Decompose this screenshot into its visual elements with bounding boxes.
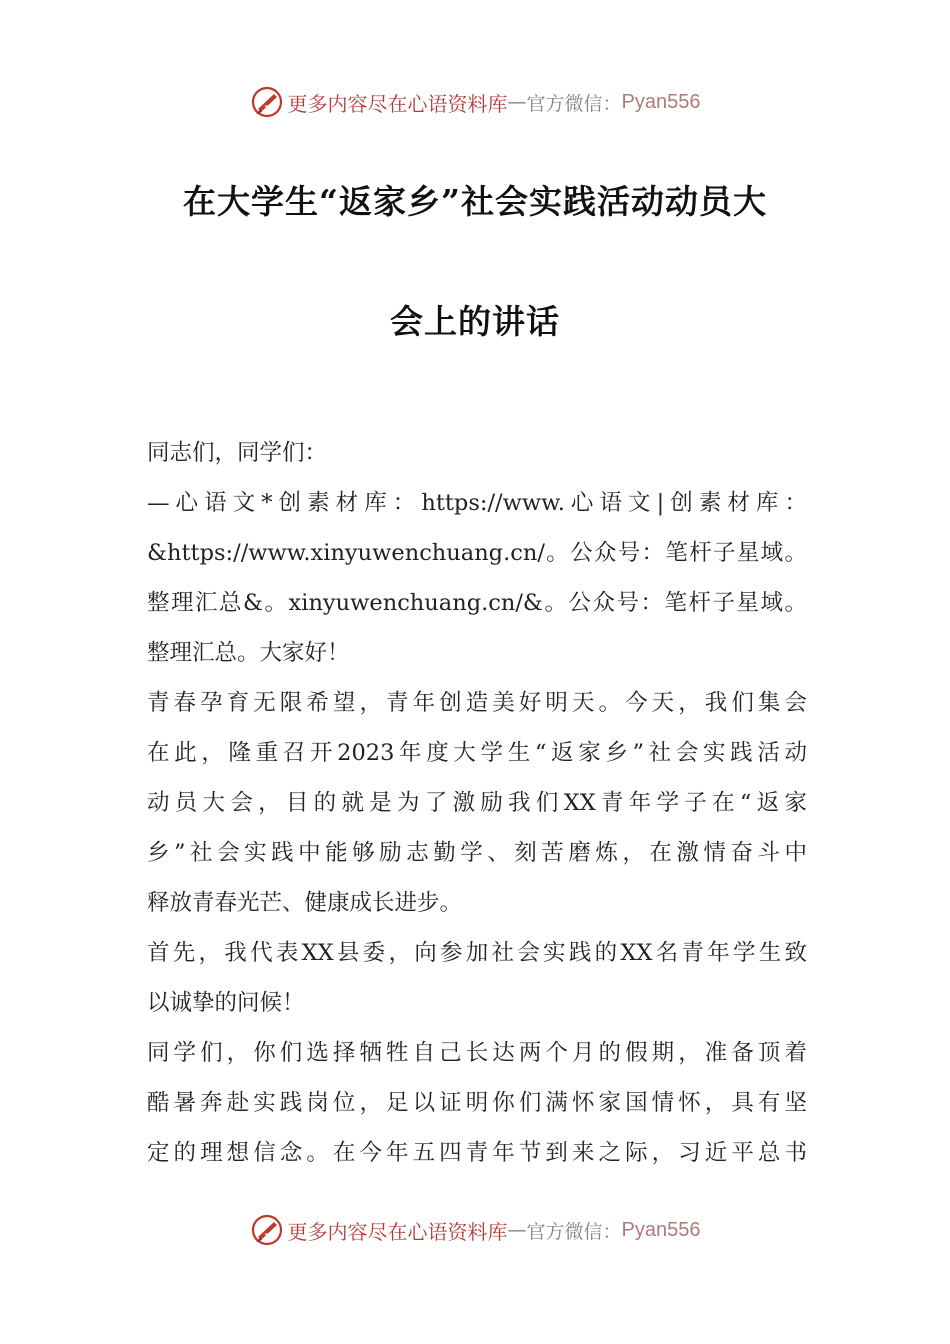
- body-line: 首先，我代表XX县委，向参加社会实践的XX名青年学生致: [147, 940, 807, 966]
- footer-watermark-banner: [0, 1210, 950, 1250]
- pen-logo-icon: [250, 85, 284, 119]
- banner-wechat-id: Pyan556: [621, 1218, 701, 1241]
- body-line: 青春孕育无限希望，青年创造美好明天。今天，我们集会: [147, 690, 807, 716]
- document-title-line-2: 会上的讲话: [390, 302, 560, 341]
- banner-wechat-id: Pyan556: [621, 90, 701, 113]
- body-line: 释放青春光芒、健康成长进步。: [147, 890, 463, 916]
- body-line: 酷暑奔赴实践岗位，足以证明你们满怀家国情怀，具有坚: [147, 1090, 807, 1116]
- header-watermark-banner: [0, 82, 950, 122]
- body-line: &https://www.xinyuwenchuang.cn/。公众号：笔杆子星域。: [147, 540, 807, 566]
- body-line: —心语文*创素材库：https://www.心语文|创素材库：: [147, 490, 807, 516]
- banner-red-text: 更多内容尽在心语资料库: [287, 91, 508, 116]
- banner-gray-text: 官方微信：: [526, 1220, 622, 1243]
- body-line: 整理汇总。大家好！: [147, 640, 350, 666]
- body-line: 定的理想信念。在今年五四青年节到来之际，习近平总书: [147, 1140, 807, 1166]
- pen-logo-icon: [250, 1213, 284, 1247]
- banner-red-text: 更多内容尽在心语资料库: [287, 1219, 508, 1244]
- banner-dash: —: [507, 91, 527, 113]
- banner-gray-text: 官方微信：: [526, 92, 622, 115]
- body-line: 动员大会，目的就是为了激励我们XX青年学子在“返家: [147, 790, 807, 816]
- body-line: 在此，隆重召开2023年度大学生“返家乡”社会实践活动: [147, 740, 807, 766]
- body-line: 以诚挚的问候！: [147, 990, 305, 1016]
- banner-dash: —: [507, 1219, 527, 1241]
- body-line: 同学们，你们选择牺牲自己长达两个月的假期，准备顶着: [147, 1040, 807, 1066]
- document-title-line-1: 在大学生“返家乡”社会实践活动动员大: [183, 182, 767, 221]
- document-body: [147, 428, 807, 1178]
- body-line: 整理汇总&。xinyuwenchuang.cn/&。公众号：笔杆子星域。: [147, 590, 807, 616]
- body-line: 同志们，同学们：: [147, 440, 328, 466]
- body-line: 乡”社会实践中能够励志勤学、刻苦磨炼，在激情奋斗中: [147, 840, 807, 866]
